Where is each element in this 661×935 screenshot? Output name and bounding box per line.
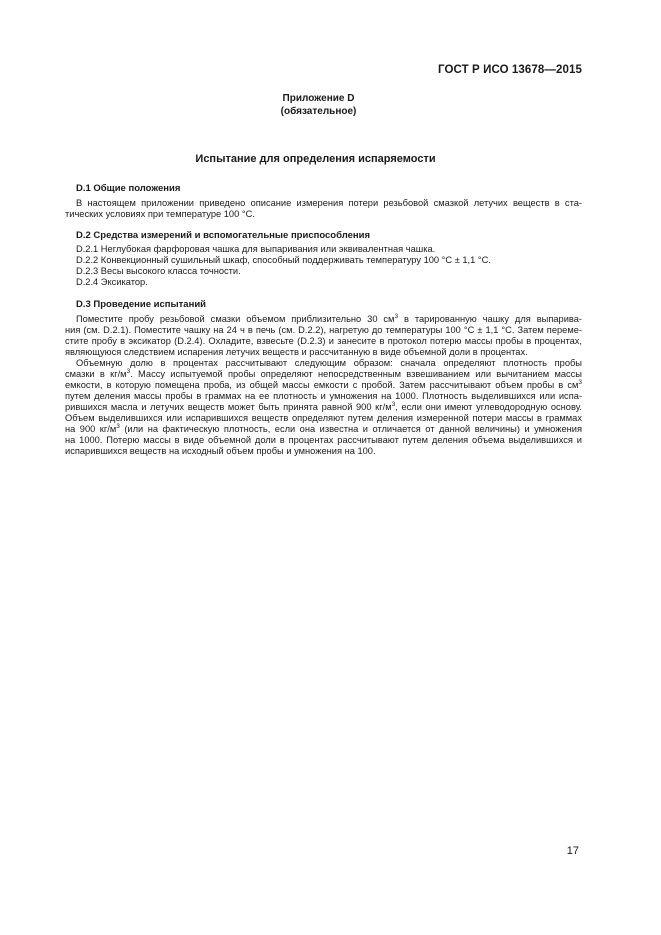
list-item: D.2.1 Неглубокая фарфоровая чашка для выпаривания или эквивалентная чашка. [76,244,436,254]
annex-heading [0,92,661,118]
section-d1 [65,183,582,220]
section-d1-line: тических условиях при температуре 100 °С. [65,209,255,219]
text-line: Объемную долю в процентах рассчитывают следующим образом: сначала определяют плотность пробы [76,358,582,368]
section-d3 [65,299,583,457]
document-title [0,153,661,165]
text-line: испарившихся веществ на исходный объем пробы и умножения на 100. [65,446,376,456]
standard-designation: ГОСТ Р ИСО 13678—2015 [437,64,582,76]
text-line: путем деления массы пробы в граммах на ее плотность и умножения на 1000. Плотность выделившихся или испа- [65,391,582,401]
page-number: 17 [566,845,579,857]
text-line: смазки в $кг/м^3$. Массу испытуемой пробы определяют непосредственным взвешиванием или вычитанием массы [65,367,582,379]
annex-status: (обязательное) [280,106,357,117]
text-line: рившихся масла и летучих веществ может быть принята равной 900 $кг/м^3$, если они имеют углеводородную основу. [65,400,583,412]
section-d1-heading: D.1 Общие положения [76,183,181,194]
section-d3-heading: D.3 Проведение испытаний [76,299,206,310]
section-d2-heading: D.2 Средства измерений и вспомогательные приспособления [76,230,371,241]
section-d2 [76,230,582,288]
paragraph [65,312,582,358]
text-line: ния (см. D.2.1). Поместите чашку на 24 ч в печь (см. D.2.2), нагретую до температуры 100 °С ± 1,1 °С. Затем переме- [65,325,582,335]
list-item: D.2.2 Конвекционный сушильный шкаф, способный поддерживать температуру 100 °С ± 1,1 °С. [76,255,491,265]
text-line: на 1000. Потерю массы в виде объемной доли в процентах рассчитывают путем деления объема выделившихся и [65,435,582,445]
text-line: емкости, в которую помещена проба, из общей массы емкости с пробой. Затем рассчитывают объем пробы в $см^3$ [65,378,582,390]
annex-label: Приложение D [282,93,355,104]
text-line: стите пробу в эксикатор (D.2.4). Охладите, взвесьте (D.2.3) и занесите в протокол потерю массы пробы в процентах, [65,336,582,346]
text-line: являющуюся следствием испарения летучих веществ и рассчитанную в виде объемной доли в процентах. [65,347,528,357]
text-line: Объем выделившихся или испарившихся веществ определяют путем деления измеренной потери массы в граммах [65,413,582,423]
section-d1-line: В настоящем приложении приведено описание измерения потери резьбовой смазкой летучих веществ в ста- [76,198,582,208]
list-item: D.2.4 Эксикатор. [76,277,148,287]
text-line: на 900 $кг/м^3$ (или на фактическую плотность, если она известна и отличается от данной величины) и умножения [65,422,582,434]
document-title-text: Испытание для определения испаряемости [195,153,436,165]
section-d1-text [65,198,582,220]
paragraph [65,358,583,457]
text-line: Поместите пробу резьбовой смазки объемом приблизительно 30 $см^3$ в тарированную чашку для выпарива- [76,312,582,324]
list-item: D.2.3 Весы высокого класса точности. [76,266,241,276]
